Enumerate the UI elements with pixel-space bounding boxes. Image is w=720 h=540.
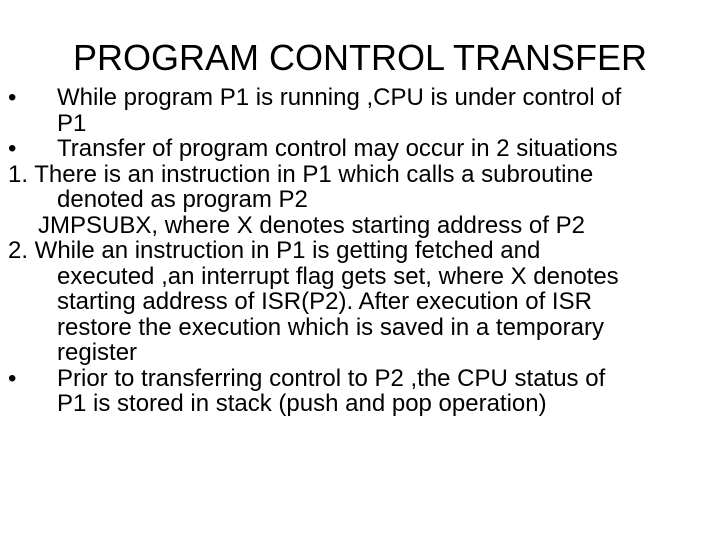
continuation-line: [0, 391, 720, 417]
numbered-text: 1. There is an instruction in P1 which calls a subroutine: [8, 160, 594, 188]
sub-line: [0, 213, 720, 239]
numbered-line: [0, 238, 720, 264]
continuation-line: [0, 111, 720, 137]
bullet-text: Transfer of program control may occur in 2 situations: [57, 135, 618, 162]
bullet-line: [0, 366, 720, 392]
slide-body: [0, 85, 720, 417]
bullet-marker: •: [8, 135, 17, 162]
slide-title: PROGRAM CONTROL TRANSFER: [72, 37, 648, 78]
line-text: register: [57, 339, 138, 366]
bullet-text: While program P1 is running ,CPU is under control of: [57, 84, 622, 111]
line-text: P1 is stored in stack (push and pop operation): [57, 390, 547, 417]
numbered-text: 2. While an instruction in P1 is getting fetched and: [8, 237, 541, 264]
bullet-line: [0, 85, 720, 111]
continuation-line: [0, 340, 720, 366]
bullet-marker: •: [8, 364, 17, 392]
line-text: starting address of ISR(P2). After execution of ISR: [57, 288, 592, 315]
continuation-line: [0, 315, 720, 341]
continuation-line: [0, 264, 720, 290]
line-text: restore the execution which is saved in a temporary: [57, 313, 604, 341]
line-text: JMPSUBX, where X denotes starting address of P2: [38, 211, 585, 239]
numbered-line: [0, 162, 720, 188]
line-text: denoted as program P2: [57, 186, 308, 213]
continuation-line: [0, 187, 720, 213]
bullet-text: Prior to transferring control to P2 ,the CPU status of: [57, 364, 606, 392]
line-text: P1: [57, 109, 87, 137]
line-text: executed ,an interrupt flag gets set, where X denotes: [57, 262, 619, 290]
bullet-line: [0, 136, 720, 162]
bullet-marker: •: [8, 84, 17, 111]
continuation-line: [0, 289, 720, 315]
